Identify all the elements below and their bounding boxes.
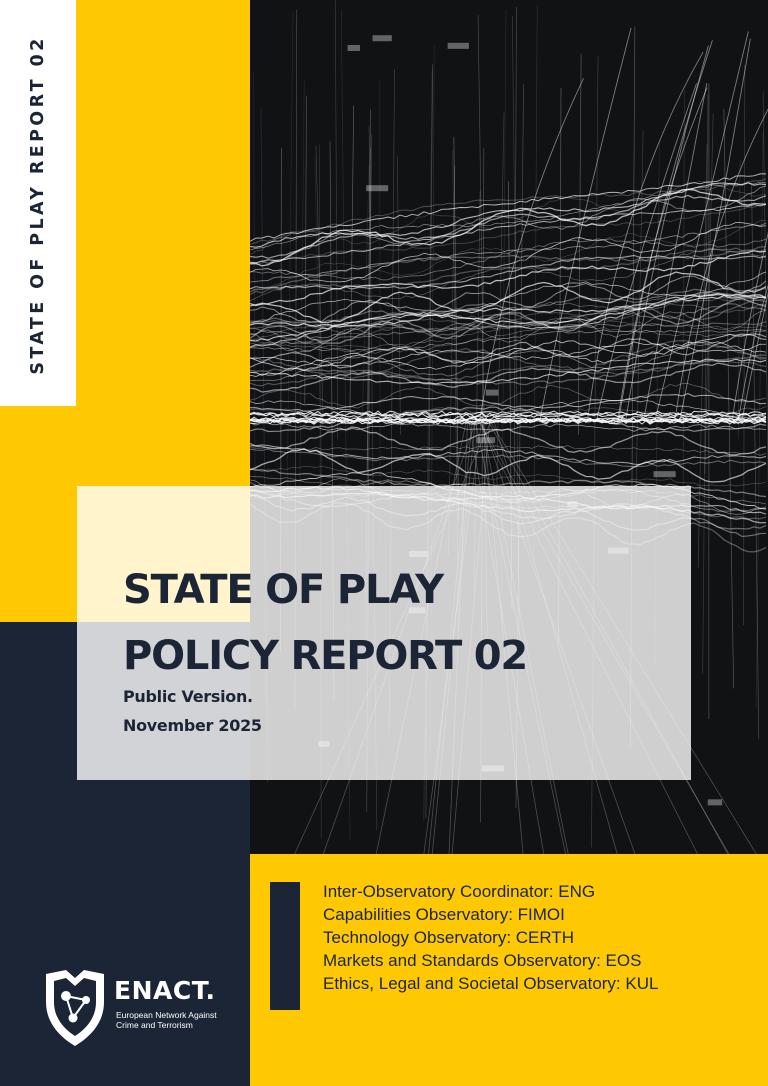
title-panel xyxy=(77,486,691,780)
logo-tagline: European Network Against Crime and Terrorism xyxy=(116,1010,217,1030)
artwork-line xyxy=(305,96,307,404)
artwork-line xyxy=(654,471,676,477)
artwork-line xyxy=(708,799,722,805)
observatory-item: Technology Observatory: CERTH xyxy=(323,928,575,947)
title-line-1: STATE OF PLAY xyxy=(123,567,443,613)
observatory-item: Inter-Observatory Coordinator: ENG xyxy=(323,882,596,901)
artwork-line xyxy=(250,276,766,322)
shield-icon xyxy=(42,968,108,1048)
observatory-item: Ethics, Legal and Societal Observatory: KUL xyxy=(323,974,659,993)
observatory-list xyxy=(323,880,658,995)
artwork-line xyxy=(366,185,388,191)
artwork-line xyxy=(763,91,768,666)
artwork-line xyxy=(578,54,581,435)
artwork-line xyxy=(397,156,400,435)
accent-bar xyxy=(270,882,300,1010)
enact-logo xyxy=(42,968,242,1048)
artwork-line xyxy=(587,52,703,420)
artwork-line xyxy=(486,390,499,396)
observatory-item: Capabilities Observatory: FIMOI xyxy=(323,905,565,924)
title-line-2: POLICY REPORT 02 xyxy=(123,633,528,679)
artwork-line xyxy=(250,186,766,263)
artwork-line xyxy=(514,7,516,483)
date-label: November 2025 xyxy=(123,716,262,735)
artwork-line xyxy=(250,222,766,281)
artwork-line xyxy=(476,437,495,443)
logo-name: ENACT. xyxy=(114,976,216,1005)
artwork-line xyxy=(250,384,766,409)
side-tab-label: STATE OF PLAY REPORT 02 xyxy=(28,35,48,375)
artwork-line xyxy=(350,106,354,410)
side-tab xyxy=(0,0,76,406)
version-label: Public Version. xyxy=(123,687,253,706)
artwork-line xyxy=(373,35,392,41)
artwork-line xyxy=(287,14,293,538)
observatory-item: Markets and Standards Observatory: EOS xyxy=(323,951,642,970)
observatory-panel xyxy=(250,854,768,1086)
artwork-line xyxy=(250,174,766,241)
artwork-line xyxy=(732,43,768,420)
artwork-line xyxy=(448,43,469,49)
artwork-line xyxy=(348,45,360,51)
